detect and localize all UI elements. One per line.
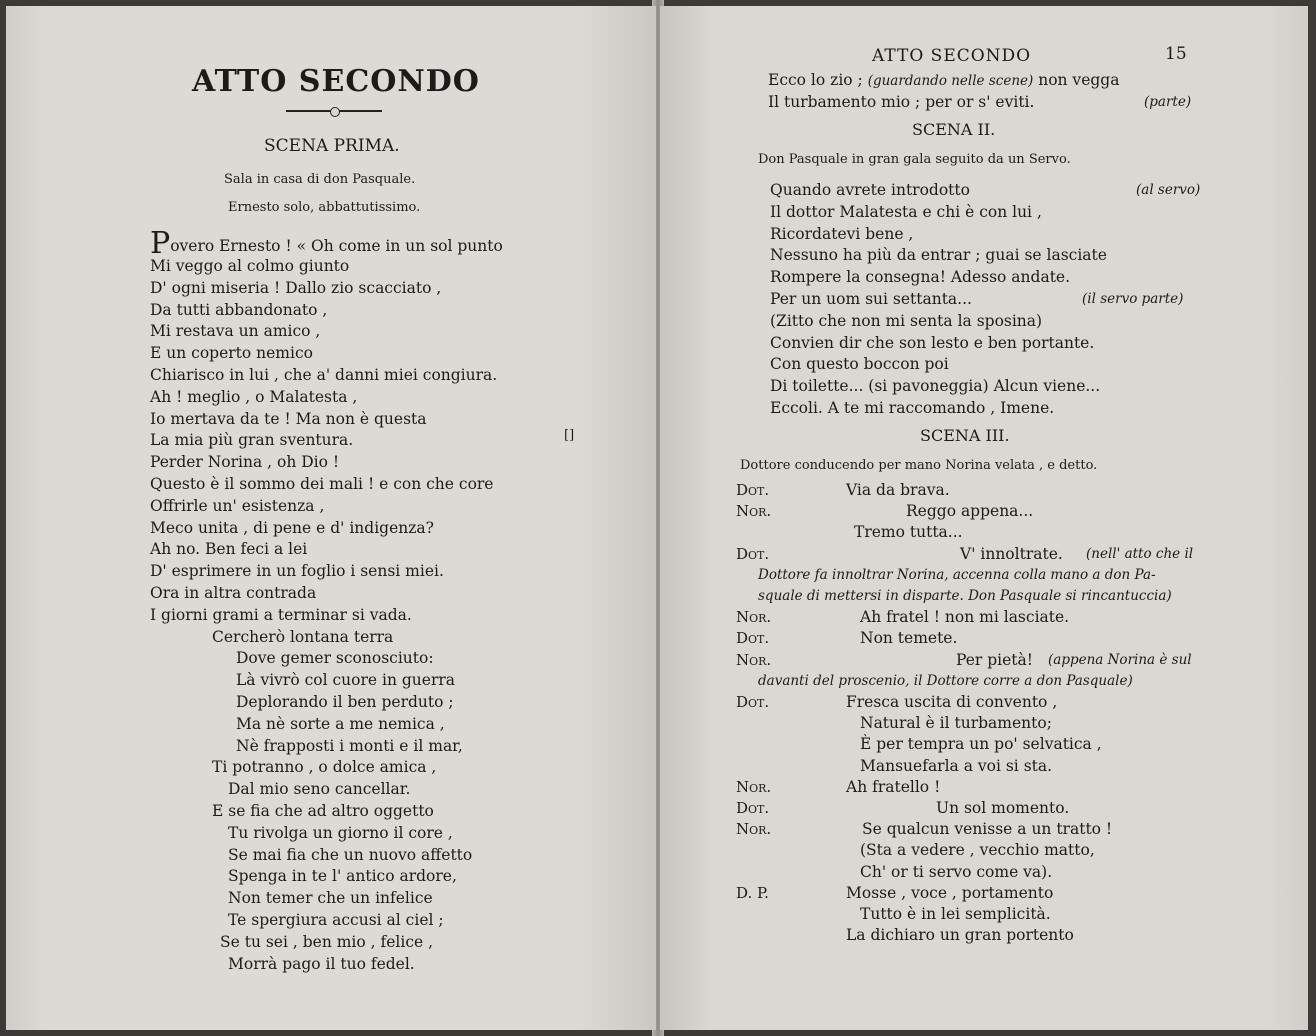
verse-line: Nessuno ha più da entrar ; guai se lasciate — [770, 246, 1107, 265]
dialogue-text: Ah fratel ! non mi lasciate. — [860, 608, 1070, 627]
stage-direction-italic: (parte) — [1144, 94, 1192, 110]
verse-line: Spenga in te l' antico ardore, — [228, 867, 457, 886]
dialogue-text: Mosse , voce , portamento — [846, 883, 1054, 902]
dialogue-text: La dichiaro un gran portento — [846, 926, 1074, 945]
dialogue-text: V' innoltrate. — [960, 544, 1063, 563]
page-number: 15 — [1165, 44, 1187, 64]
stage-direction-italic: (al servo) — [1136, 182, 1201, 198]
left-page — [6, 6, 656, 1030]
verse-line: Se tu sei , ben mio , felice , — [220, 932, 434, 951]
verse-line: Se mai fia che un nuovo affetto — [228, 845, 473, 864]
verse-line: Perder Norina , oh Dio ! — [150, 453, 340, 472]
verse-line: D' esprimere in un foglio i sensi miei. — [150, 562, 444, 581]
verse-line: Questo è il sommo dei mali ! e con che core — [150, 475, 494, 493]
scene-ii-heading: SCENA II. — [912, 120, 996, 139]
scene-iii-direction: Dottore conducendo per mano Norina velata , e detto. — [740, 458, 1098, 473]
verse-line: Ricordatevi bene , — [770, 224, 914, 243]
dialogue-text: Fresca uscita di convento , — [846, 693, 1058, 711]
speaker-name: Dot. — [736, 629, 770, 648]
speaker-name: Nor. — [736, 820, 772, 839]
dialogue-text: Un sol momento. — [936, 799, 1070, 817]
right-page — [660, 6, 1308, 1030]
verse-line: Dove gemer sconosciuto: — [236, 649, 434, 668]
stage-direction-italic: (appena Norina è sul — [1048, 651, 1192, 668]
dialogue-text: (Sta a vedere , vecchio matto, — [860, 841, 1095, 860]
verse-line: Convien dir che son lesto e ben portante. — [770, 333, 1095, 352]
dialogue-text: Mansuefarla a voi si sta. — [860, 756, 1053, 775]
dialogue-text: Tremo tutta... — [854, 523, 963, 542]
dialogue-text: È per tempra un po' selvatica , — [860, 735, 1102, 754]
verse-line: Nè frapposti i monti e il mar, — [236, 736, 463, 755]
verse-line: Rompere la consegna! Adesso andate. — [770, 268, 1071, 287]
dialogue-text: Se qualcun venisse a un tratto ! — [862, 820, 1113, 839]
dialogue-text: Non temete. — [860, 629, 958, 648]
drop-cap: P — [150, 226, 171, 261]
verse-line: Quando avrete introdotto — [770, 181, 970, 199]
verse-line: I giorni grami a terminar si vada. — [150, 605, 412, 624]
dialogue-text: Reggo appena... — [906, 502, 1034, 521]
verse-text: non vegga — [1033, 71, 1120, 89]
verse-line: Deplorando il ben perduto ; — [236, 693, 454, 711]
speaker-name: Nor. — [736, 777, 772, 796]
verse-line: Ah no. Ben feci a lei — [150, 540, 308, 559]
verse-line: La mia più gran sventura. — [150, 431, 354, 450]
verse-text: Ecco lo zio ; — [768, 71, 868, 89]
stage-direction: Ernesto solo, abbattutissimo. — [228, 200, 421, 215]
verse-line: Da tutti abbandonato , — [150, 300, 328, 319]
stage-direction-italic: Dottore fa innoltrar Norina, accenna colla mano a don Pa- — [758, 566, 1156, 583]
speaker-name: Dot. — [736, 481, 770, 499]
first-verse-line — [150, 226, 503, 261]
speaker-name: Nor. — [736, 608, 772, 627]
verse-line: Il dottor Malatesta e chi è con lui , — [770, 202, 1042, 221]
verse-line: Ora in altra contrada — [150, 584, 317, 602]
verse-line: Per un uom sui settanta... — [770, 290, 972, 308]
verse-line: Io mertava da te ! Ma non è questa — [150, 409, 427, 428]
verse-line: Non temer che un infelice — [228, 889, 433, 908]
verse-line: Con questo boccon poi — [770, 355, 949, 374]
dialogue-text: Per pietà! — [956, 650, 1033, 669]
dialogue-text: Via da brava. — [846, 481, 950, 499]
speaker-name: Nor. — [736, 502, 772, 521]
verse-line: Il turbamento mio ; per or s' eviti. — [768, 93, 1035, 111]
speaker-name: Dot. — [736, 693, 770, 711]
verse-line: E se fia che ad altro oggetto — [212, 802, 434, 820]
verse-line: (Zitto che non mi senta la sposina) — [770, 311, 1043, 330]
stage-direction-italic: (guardando nelle scene) — [867, 73, 1034, 89]
verse-line — [768, 70, 1119, 91]
speaker-name: D. P. — [736, 883, 769, 902]
verse-line: E un coperto nemico — [150, 344, 313, 363]
scene-ii-direction: Don Pasquale in gran gala seguito da un Servo. — [758, 152, 1071, 167]
verse-line: Ah ! meglio , o Malatesta , — [150, 387, 358, 406]
verse-line: Morrà pago il tuo fedel. — [228, 954, 415, 973]
act-title: ATTO SECONDO — [192, 64, 480, 99]
verse-line: Di toilette... (si pavoneggia) Alcun viene... — [770, 377, 1101, 396]
verse-line: Chiarisco in lui , che a' danni miei congiura. — [150, 366, 498, 384]
verse-line: Ti potranno , o dolce amica , — [212, 758, 437, 777]
dialogue-text: Tutto è in lei semplicità. — [860, 905, 1051, 923]
speaker-name: Nor. — [736, 650, 772, 669]
stage-direction-italic: davanti del proscenio, il Dottore corre a don Pasquale) — [758, 672, 1133, 689]
scene-iii-heading: SCENA III. — [920, 426, 1010, 445]
verse-line: Mi veggo al colmo giunto — [150, 257, 350, 275]
dialogue-text: Ah fratello ! — [846, 777, 941, 796]
verse-line: Eccoli. A te mi raccomando , Imene. — [770, 399, 1055, 417]
verse-line: Tu rivolga un giorno il core , — [228, 823, 453, 842]
first-line-text: overo Ernesto ! « Oh come in un sol punto — [170, 237, 503, 255]
ornament-rule — [286, 110, 382, 112]
dialogue-text: Natural è il turbamento; — [860, 714, 1052, 733]
dialogue-text: Ch' or ti servo come va). — [860, 862, 1053, 881]
verse-line: Te spergiura accusi al ciel ; — [228, 911, 444, 929]
stage-direction-italic: (nell' atto che il — [1086, 545, 1194, 562]
stage-direction-italic: squale di mettersi in disparte. Don Pasquale si rincantuccia) — [758, 588, 1172, 604]
stage-direction-italic: (il servo parte) — [1082, 291, 1184, 307]
scene-heading: SCENA PRIMA. — [264, 136, 400, 156]
verse-line: Mi restava un amico , — [150, 322, 321, 341]
verse-line: Là vivrò col cuore in guerra — [236, 671, 456, 690]
scene-setting: Sala in casa di don Pasquale. — [224, 172, 416, 187]
verse-line: Offrirle un' esistenza , — [150, 496, 325, 515]
verse-line: Dal mio seno cancellar. — [228, 780, 411, 799]
verse-line: D' ogni miseria ! Dallo zio scacciato , — [150, 278, 442, 297]
verse-line: Meco unita , di pene e d' indigenza? — [150, 518, 434, 537]
margin-mark: [] — [564, 428, 575, 443]
verse-line: Cercherò lontana terra — [212, 627, 394, 646]
verse-line: Ma nè sorte a me nemica , — [236, 714, 445, 733]
speaker-name: Dot. — [736, 544, 770, 563]
speaker-name: Dot. — [736, 799, 770, 817]
running-head: ATTO SECONDO — [872, 46, 1032, 66]
